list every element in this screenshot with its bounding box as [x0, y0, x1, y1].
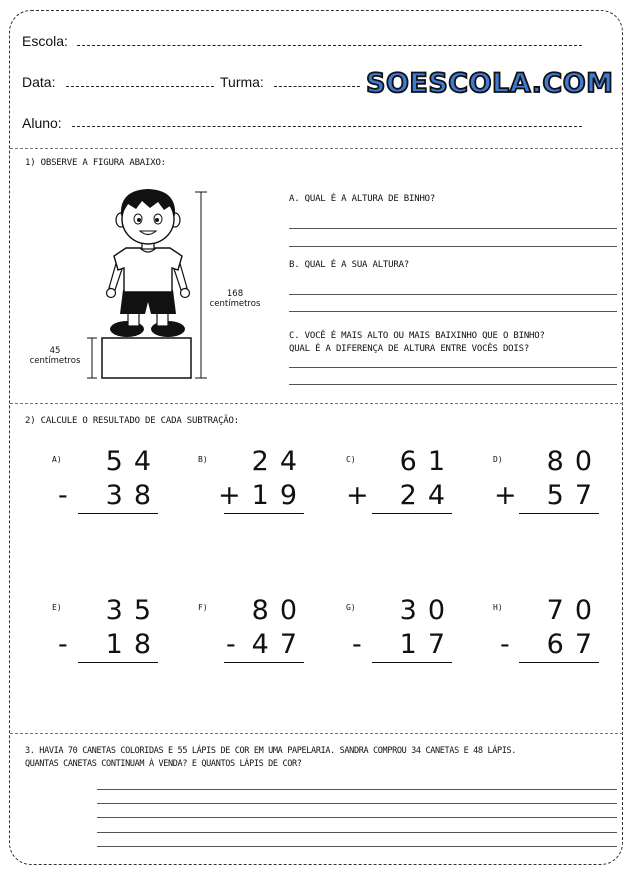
problem-top-number: 61 [399, 446, 456, 477]
problem-sign: - [500, 629, 510, 660]
section2-separator [10, 733, 623, 734]
section2-title: 2) CALCULE O RESULTADO DE CADA SUBTRAÇÃO: [25, 416, 239, 426]
problem-letter: G) [346, 603, 356, 612]
boy-height-caption [200, 289, 270, 309]
question-c-line1: C. VOCÊ É MAIS ALTO OU MAIS BAIXINHO QUE O BINHO? [289, 331, 545, 341]
problem-result-line [519, 662, 599, 663]
answer-line [97, 789, 617, 790]
student-label: Aluno: [22, 115, 62, 131]
problem-sign: + [346, 480, 369, 511]
problem-result-line [224, 513, 304, 514]
problem-letter: C) [346, 455, 356, 464]
header-separator [10, 148, 623, 149]
problem-letter: E) [52, 603, 62, 612]
box-height-value: 45 [49, 346, 61, 356]
problem-letter: H) [493, 603, 503, 612]
question-c-line2: QUAL É A DIFERENÇA DE ALTURA ENTRE VOCÊS DOIS? [289, 344, 530, 354]
section1-separator [10, 403, 623, 404]
logo: SOESCOLA.COM [366, 68, 614, 99]
problem-bottom-number: 47 [251, 629, 308, 660]
problem-result-line [372, 513, 452, 514]
boy-height-unit: centímetros [209, 299, 261, 309]
answer-line [97, 817, 617, 818]
problem-top-number: 80 [546, 446, 603, 477]
question-b: B. QUAL É A SUA ALTURA? [289, 260, 410, 270]
problem-top-number: 70 [546, 595, 603, 626]
answer-line [97, 832, 617, 833]
problem-result-line [224, 662, 304, 663]
problem-bottom-number: 57 [546, 480, 603, 511]
problem-bottom-number: 19 [251, 480, 308, 511]
student-line [72, 126, 582, 127]
problem-top-number: 54 [105, 446, 162, 477]
section3-line1: 3. HAVIA 70 CANETAS COLORIDAS E 55 LÁPIS DE COR EM UMA PAPELARIA. SANDRA COMPROU 34 CANETAS E 48 LÁPIS. [25, 746, 517, 756]
answer-line [289, 367, 617, 368]
answer-line [289, 384, 617, 385]
date-label: Data: [22, 74, 56, 90]
school-label: Escola: [22, 33, 68, 49]
problem-letter: B) [198, 455, 208, 464]
box-height-unit: centímetros [29, 356, 81, 366]
page-border [9, 10, 623, 865]
problem-result-line [372, 662, 452, 663]
problem-bottom-number: 24 [399, 480, 456, 511]
answer-line [289, 311, 617, 312]
problem-letter: A) [52, 455, 62, 464]
problem-sign: - [226, 629, 236, 660]
section1-title: 1) OBSERVE A FIGURA ABAIXO: [25, 158, 166, 168]
problem-sign: - [352, 629, 362, 660]
problem-top-number: 24 [251, 446, 308, 477]
problem-letter: D) [493, 455, 503, 464]
problem-bottom-number: 38 [105, 480, 162, 511]
problem-sign: - [58, 480, 68, 511]
problem-sign: + [218, 480, 241, 511]
question-a: A. QUAL É A ALTURA DE BINHO? [289, 194, 436, 204]
school-line [77, 45, 582, 46]
problem-result-line [519, 513, 599, 514]
boy-height-value: 168 [226, 289, 244, 299]
problem-top-number: 30 [399, 595, 456, 626]
answer-line [289, 228, 617, 229]
date-line [66, 86, 214, 87]
problem-sign: - [58, 629, 68, 660]
class-line [274, 86, 360, 87]
problem-result-line [78, 662, 158, 663]
problem-sign: + [494, 480, 517, 511]
problem-result-line [78, 513, 158, 514]
answer-line [289, 246, 617, 247]
answer-line [289, 294, 617, 295]
problem-top-number: 80 [251, 595, 308, 626]
class-label: Turma: [220, 74, 264, 90]
problem-bottom-number: 18 [105, 629, 162, 660]
problem-bottom-number: 67 [546, 629, 603, 660]
box-height-caption [20, 346, 90, 366]
answer-line [97, 846, 617, 847]
answer-line [97, 803, 617, 804]
problem-top-number: 35 [105, 595, 162, 626]
problem-letter: F) [198, 603, 208, 612]
problem-bottom-number: 17 [399, 629, 456, 660]
section3-line2: QUANTAS CANETAS CONTINUAM À VENDA? E QUANTOS LÁPIS DE COR? [25, 759, 302, 769]
